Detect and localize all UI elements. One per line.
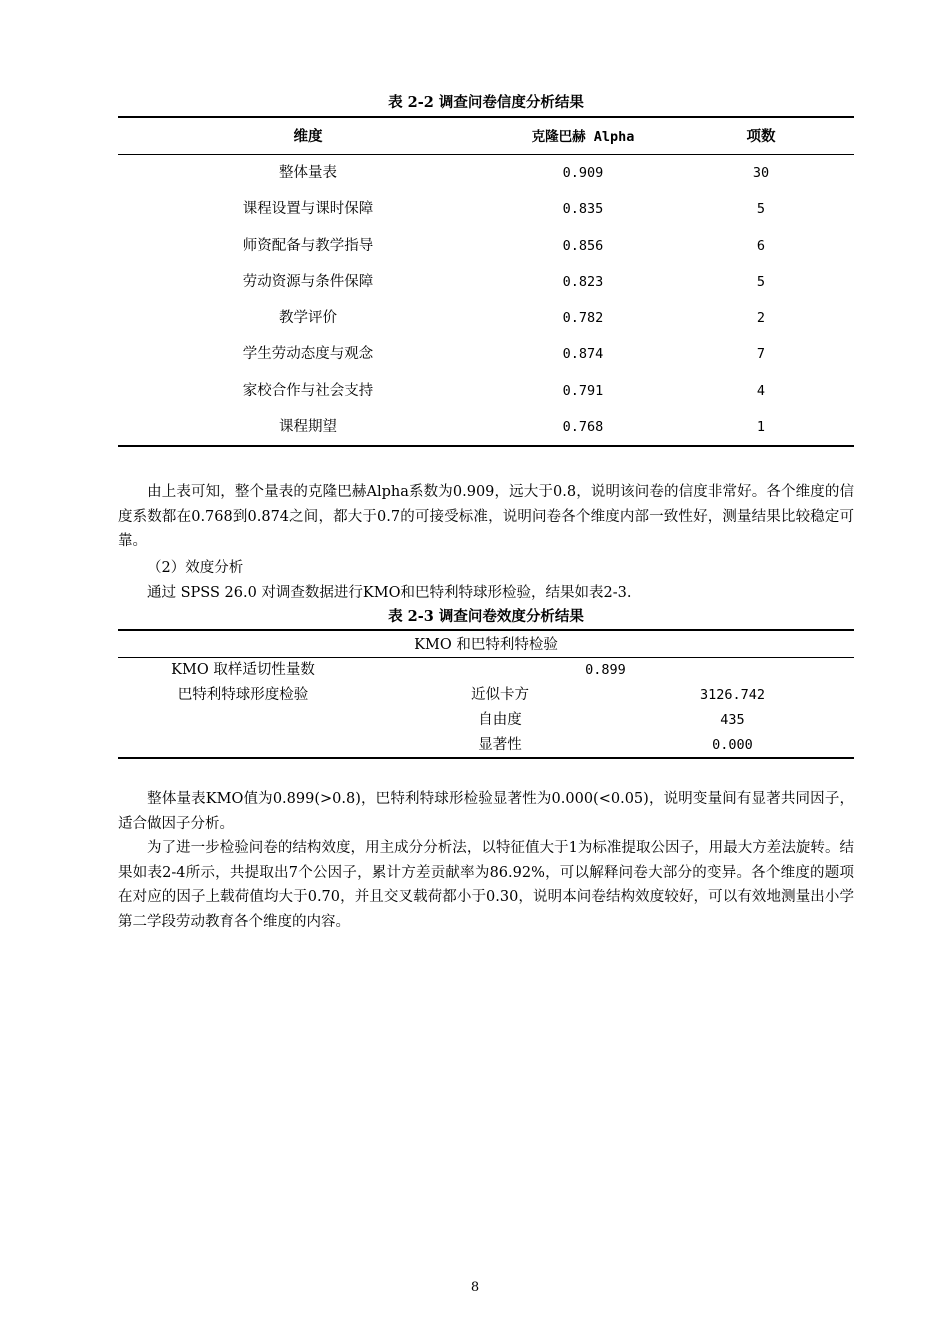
table-header-rule — [118, 154, 854, 155]
cell-alpha: 0.791 — [562, 383, 604, 399]
cell-dimension: 师资配备与教学指导 — [242, 238, 374, 254]
cell-alpha: 0.835 — [562, 201, 604, 217]
table-top-rule — [118, 629, 854, 631]
table-top-rule — [118, 116, 854, 118]
paragraph-kmo-summary — [118, 787, 854, 836]
cell-dimension: 课程期望 — [279, 419, 337, 435]
cell-dimension: 课程设置与课时保障 — [242, 201, 374, 217]
cell-alpha: 0.874 — [562, 346, 604, 362]
cell-items: 7 — [756, 346, 766, 362]
cell-items: 4 — [756, 383, 766, 399]
cell-dimension: 劳动资源与条件保障 — [242, 274, 374, 290]
cell-alpha: 0.823 — [562, 274, 604, 290]
cell-alpha: 0.782 — [562, 310, 604, 326]
cell-items: 6 — [756, 238, 766, 254]
cell-stat-value: 435 — [720, 712, 745, 728]
table-bottom-rule — [118, 757, 854, 759]
header-dimension: 维度 — [293, 128, 323, 145]
intro-sentence: 通过 SPSS 26.0 对调查数据进行KMO和巴特利特球形检验，结果如表2-3. — [147, 585, 632, 601]
cell-items: 30 — [752, 165, 770, 181]
table-header-rule — [118, 657, 854, 658]
page-number: 8 — [470, 1280, 480, 1295]
table-2-3-caption: 表 2-3 调查问卷效度分析结果 — [388, 608, 584, 625]
cell-items: 2 — [756, 310, 766, 326]
paragraph-factor-analysis — [118, 836, 854, 934]
kmo-label: KMO 取样适切性量数 — [171, 662, 315, 678]
cell-dimension: 学生劳动态度与观念 — [242, 346, 374, 362]
cell-dimension: 家校合作与社会支持 — [242, 383, 374, 399]
header-items: 项数 — [746, 128, 776, 145]
table-2-2-caption: 表 2-2 调查问卷信度分析结果 — [388, 94, 584, 111]
paragraph-text: 由上表可知，整个量表的克隆巴赫Alpha系数为0.909，远大于0.8，说明该问卷的信度非常好。各个维度的信度系数都在0.768到0.874之间，都大于0.7的可接受标准，说明问卷各个维度内部一致性好，测量结果比较稳定可靠。 — [118, 484, 854, 549]
paragraph-text: 整体量表KMO值为0.899(>0.8)，巴特利特球形检验显著性为0.000(<0.05)，说明变量间有显著共同因子，适合做因子分析。 — [118, 791, 854, 832]
cell-alpha: 0.909 — [562, 165, 604, 181]
cell-items: 1 — [756, 419, 766, 435]
cell-stat-label: 自由度 — [478, 712, 522, 728]
table-header-kmo: KMO 和巴特利特检验 — [414, 637, 558, 653]
header-alpha: 克隆巴赫 Alpha — [531, 129, 635, 145]
cell-stat-label: 近似卡方 — [471, 687, 529, 703]
section-heading: （2）效度分析 — [147, 560, 244, 576]
paragraph-reliability-summary — [118, 480, 854, 554]
bartlett-label: 巴特利特球形度检验 — [177, 687, 309, 703]
cell-dimension: 整体量表 — [279, 165, 337, 181]
cell-dimension: 教学评价 — [279, 310, 337, 326]
paragraph-text: 为了进一步检验问卷的结构效度，用主成分分析法，以特征值大于1为标准提取公因子，用最大方差法旋转。结果如表2-4所示，共提取出7个公因子，累计方差贡献率为86.92%，可以解释问卷大部分的变异。各个维度的题项在对应的因子上载荷值均大于0.70，并且交叉载荷都小于0.30，说明本问卷结构效度较好，可以有效地测量出小学第二学段劳动教育各个维度的内容。 — [118, 840, 854, 930]
cell-stat-value: 0.000 — [712, 737, 753, 753]
kmo-value: 0.899 — [585, 662, 626, 678]
cell-stat-value: 3126.742 — [699, 687, 766, 703]
cell-alpha: 0.768 — [562, 419, 604, 435]
table-bottom-rule — [118, 445, 854, 447]
cell-stat-label: 显著性 — [478, 737, 522, 753]
cell-alpha: 0.856 — [562, 238, 604, 254]
cell-items: 5 — [756, 274, 766, 290]
cell-items: 5 — [756, 201, 766, 217]
